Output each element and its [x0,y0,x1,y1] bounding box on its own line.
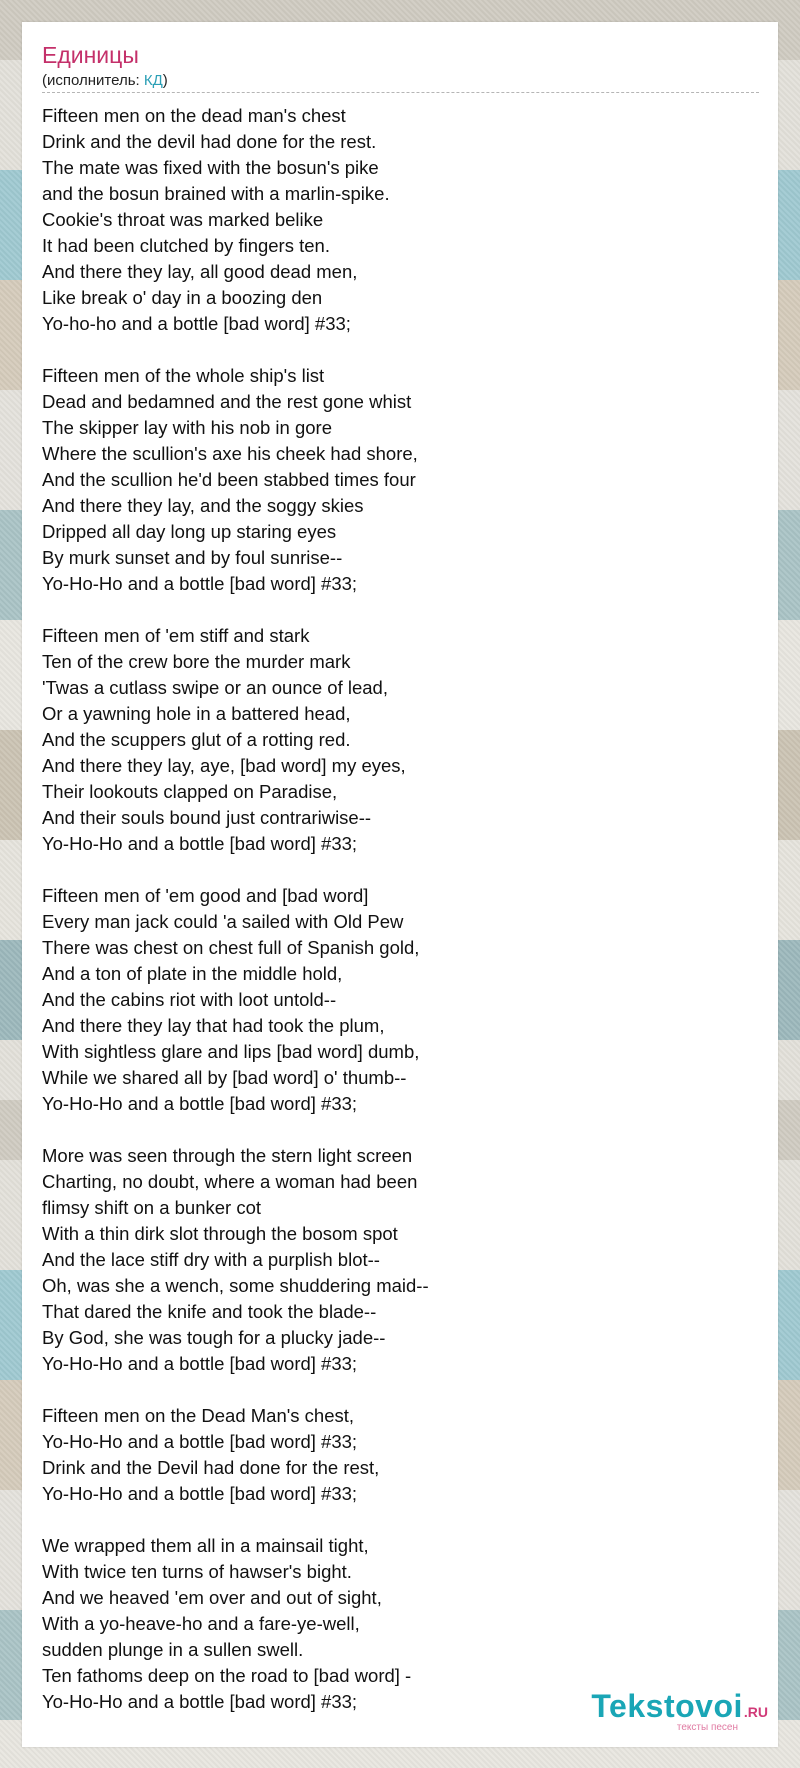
lyric-line: flimsy shift on a bunker cot [42,1197,262,1218]
lyric-line: Their lookouts clapped on Paradise, [42,781,338,802]
stanza-break [42,1507,742,1533]
lyric-line: Yo-Ho-Ho and a bottle [bad word] #33; [42,1431,358,1452]
lyric-line: Dead and bedamned and the rest gone whist [42,391,412,412]
lyric-line: Yo-Ho-Ho and a bottle [bad word] #33; [42,1483,358,1504]
lyric-line: And a ton of plate in the middle hold, [42,963,343,984]
lyric-line: Yo-Ho-Ho and a bottle [bad word] #33; [42,1093,358,1114]
performer-prefix: (исполнитель: [42,72,144,89]
performer-link[interactable]: КД [143,72,163,89]
lyric-line: And there they lay, aye, [bad word] my eyes, [42,755,406,776]
lyric-line: sudden plunge in a sullen swell. [42,1639,304,1660]
lyric-line: Fifteen men of 'em stiff and stark [42,625,310,646]
lyric-line: With a thin dirk slot through the bosom spot [42,1223,398,1244]
lyric-line: Fifteen men of the whole ship's list [42,365,325,386]
lyric-line: And the lace stiff dry with a purplish blot-- [42,1249,380,1270]
lyric-line: Ten fathoms deep on the road to [bad word] - [42,1665,412,1686]
lyric-line: Yo-ho-ho and a bottle [bad word] #33; [42,313,351,334]
lyric-line: Oh, was she a wench, some shuddering maid-- [42,1275,429,1296]
lyric-line: Ten of the crew bore the murder mark [42,651,351,672]
site-logo[interactable] [591,1690,768,1733]
lyric-line: With twice ten turns of hawser's bight. [42,1561,352,1582]
performer-line [42,72,168,89]
lyric-line: Yo-Ho-Ho and a bottle [bad word] #33; [42,833,358,854]
lyric-line: By God, she was tough for a plucky jade-- [42,1327,386,1348]
lyric-line: Yo-Ho-Ho and a bottle [bad word] #33; [42,1691,358,1712]
lyric-line: Drink and the devil had done for the rest. [42,131,377,152]
lyric-line: More was seen through the stern light screen [42,1145,413,1166]
lyric-line: Like break o' day in a boozing den [42,287,323,308]
lyric-line: The skipper lay with his nob in gore [42,417,332,438]
lyric-line: The mate was fixed with the bosun's pike [42,157,379,178]
lyric-line: Yo-Ho-Ho and a bottle [bad word] #33; [42,573,358,594]
lyric-line: And their souls bound just contrariwise-- [42,807,372,828]
lyric-line: And there they lay, and the soggy skies [42,495,364,516]
song-title: Единицы [42,42,139,68]
logo-wordmark: Tekstovoi [591,1688,743,1724]
stanza-break [42,1117,742,1143]
stanza-break [42,337,742,363]
lyric-line: Or a yawning hole in a battered head, [42,703,351,724]
logo-domain-suffix: .RU [743,1704,768,1720]
stanza-break [42,857,742,883]
lyric-line: And the scuppers glut of a rotting red. [42,729,351,750]
lyric-line: With sightless glare and lips [bad word] dumb, [42,1041,420,1062]
lyrics-card [22,22,778,1747]
stanza-break [42,1377,742,1403]
lyric-line: Fifteen men on the Dead Man's chest, [42,1405,355,1426]
lyric-line: It had been clutched by fingers ten. [42,235,330,256]
lyric-line: Drink and the Devil had done for the rest, [42,1457,380,1478]
lyric-line: That dared the knife and took the blade-- [42,1301,377,1322]
logo-tagline: тексты песен [676,1722,738,1733]
lyric-line: With a yo-heave-ho and a fare-ye-well, [42,1613,360,1634]
stanza-break [42,597,742,623]
lyric-line: By murk sunset and by foul sunrise-- [42,547,343,568]
lyric-line: Cookie's throat was marked belike [42,209,324,230]
header-divider [42,92,759,93]
lyric-line: Dripped all day long up staring eyes [42,521,337,542]
lyric-line: 'Twas a cutlass swipe or an ounce of lead, [42,677,388,698]
lyric-line: There was chest on chest full of Spanish gold, [42,937,420,958]
lyric-line: And there they lay, all good dead men, [42,261,358,282]
lyric-line: And the cabins riot with loot untold-- [42,989,337,1010]
lyric-line: And there they lay that had took the plum, [42,1015,385,1036]
lyric-line: Yo-Ho-Ho and a bottle [bad word] #33; [42,1353,358,1374]
lyric-line: And the scullion he'd been stabbed times four [42,469,416,490]
lyric-line: Every man jack could 'a sailed with Old Pew [42,911,404,932]
performer-suffix: ) [162,72,168,89]
lyric-line: Fifteen men on the dead man's chest [42,105,346,126]
lyric-line: We wrapped them all in a mainsail tight, [42,1535,369,1556]
lyric-line: and the bosun brained with a marlin-spike. [42,183,390,204]
lyrics-text [42,103,742,1715]
lyric-line: While we shared all by [bad word] o' thumb-- [42,1067,407,1088]
lyric-line: And we heaved 'em over and out of sight, [42,1587,382,1608]
lyric-line: Charting, no doubt, where a woman had been [42,1171,418,1192]
lyric-line: Where the scullion's axe his cheek had shore, [42,443,418,464]
lyric-line: Fifteen men of 'em good and [bad word] [42,885,369,906]
